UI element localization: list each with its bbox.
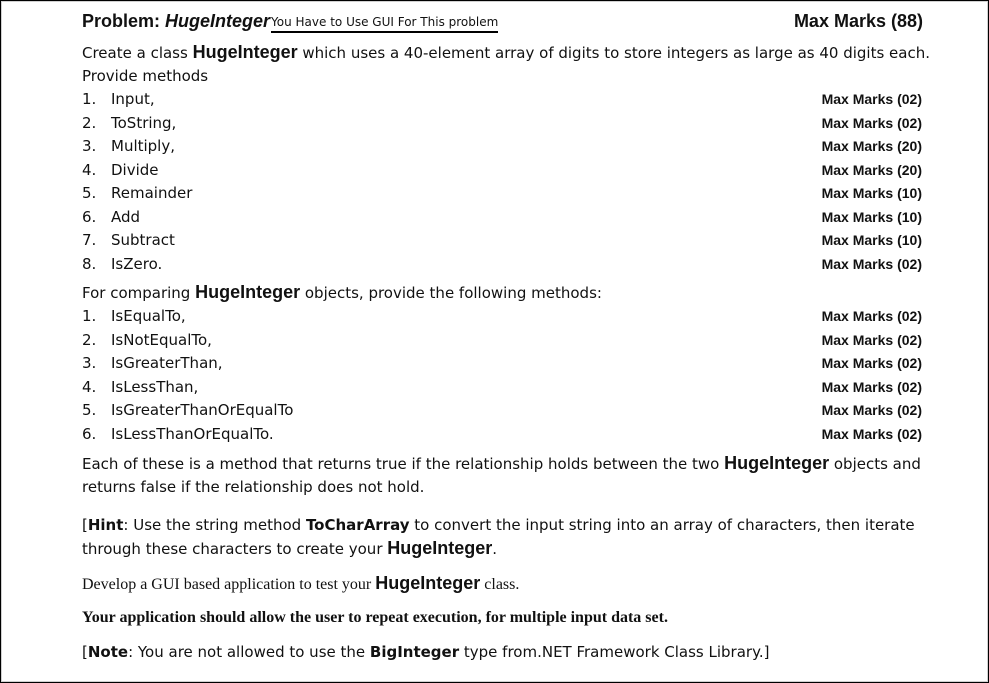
method-number: 8. — [82, 254, 97, 273]
hint-label: Hint — [87, 516, 124, 534]
method-item — [82, 253, 925, 277]
comparing-text-after: objects, provide the following methods: — [300, 284, 602, 302]
method-marks: Max Marks (02) — [821, 114, 922, 131]
gui-requirement-note: You Have to Use GUI For This problem — [271, 15, 498, 33]
note-bracket: [ — [82, 643, 88, 661]
method-number: 1. — [82, 307, 97, 325]
hint-bracket: [ — [82, 516, 88, 534]
note-text-after: type from.NET Framework Class Library.] — [459, 643, 770, 661]
method-marks: Max Marks (10) — [821, 208, 922, 225]
hint-method-name: ToCharArray — [305, 516, 410, 534]
method-item — [82, 229, 925, 253]
method-label: IsLessThanOrEqualTo. — [111, 424, 274, 443]
class-name: HugeInteger — [192, 42, 298, 62]
method-label: Add — [111, 207, 141, 226]
method-marks: Max Marks (02) — [821, 255, 922, 272]
method-label: Input, — [111, 90, 155, 108]
compare-method-item — [82, 305, 925, 329]
method-number: 7. — [82, 231, 97, 249]
method-number: 2. — [82, 113, 97, 132]
relationship-paragraph — [82, 452, 930, 499]
method-label: IsGreaterThanOrEqualTo — [111, 401, 294, 419]
method-label: IsNotEqualTo, — [111, 330, 212, 349]
method-number: 2. — [82, 330, 97, 349]
develop-line — [82, 572, 930, 596]
hint-paragraph — [82, 514, 930, 561]
method-label: ToString, — [111, 113, 177, 132]
class-name: HugeInteger — [387, 538, 493, 558]
compare-method-item — [82, 352, 925, 376]
note-label: Note — [87, 643, 129, 661]
method-item — [82, 159, 925, 183]
repeat-execution-line: Your application should allow the user to repeat execution, for multiple input data set. — [82, 609, 668, 626]
note-paragraph — [82, 641, 930, 664]
comparing-paragraph — [82, 281, 930, 305]
develop-text-after: class. — [480, 576, 520, 593]
comparing-text-before: For comparing — [82, 284, 196, 302]
method-item — [82, 206, 925, 230]
class-name: HugeInteger — [724, 453, 830, 473]
method-item — [82, 112, 925, 136]
method-marks: Max Marks (02) — [821, 378, 922, 395]
method-marks: Max Marks (02) — [821, 355, 922, 371]
method-marks: Max Marks (10) — [821, 185, 922, 201]
method-marks: Max Marks (02) — [821, 308, 922, 324]
total-max-marks: Max Marks (88) — [793, 11, 923, 31]
problem-label: Problem: — [82, 11, 166, 31]
method-marks: Max Marks (02) — [821, 91, 922, 107]
method-marks: Max Marks (02) — [821, 425, 922, 442]
method-item — [82, 88, 925, 112]
method-number: 5. — [82, 401, 97, 419]
method-label: IsGreaterThan, — [111, 354, 223, 372]
develop-text-before: Develop a GUI based application to test your — [82, 576, 376, 593]
method-label: Multiply, — [111, 137, 175, 155]
problem-title — [82, 11, 498, 32]
method-item — [82, 135, 925, 159]
problem-name: HugeInteger — [165, 11, 271, 31]
method-marks: Max Marks (20) — [821, 138, 922, 154]
note-type-name: BigInteger — [369, 643, 460, 661]
method-number: 4. — [82, 377, 97, 396]
method-label: Subtract — [111, 231, 175, 249]
method-label: Divide — [111, 160, 159, 179]
method-number: 3. — [82, 137, 97, 155]
hint-text-after: . — [492, 540, 498, 558]
relationship-text-before: Each of these is a method that returns true if the relationship holds between the two — [82, 455, 725, 473]
note-text-before: : You are not allowed to use the — [128, 643, 370, 661]
method-number: 4. — [82, 160, 97, 179]
compare-method-item — [82, 376, 925, 400]
methods-list — [82, 88, 925, 276]
method-item — [82, 182, 925, 206]
method-number: 6. — [82, 424, 97, 443]
method-label: IsEqualTo, — [111, 307, 186, 325]
method-marks: Max Marks (10) — [821, 232, 922, 248]
intro-paragraph — [82, 41, 930, 88]
method-number: 1. — [82, 90, 97, 108]
method-label: IsZero. — [111, 254, 163, 273]
method-marks: Max Marks (02) — [821, 402, 922, 418]
compare-method-item — [82, 399, 925, 423]
method-number: 5. — [82, 184, 97, 202]
method-marks: Max Marks (20) — [821, 161, 922, 178]
method-label: IsLessThan, — [111, 377, 199, 396]
method-number: 6. — [82, 207, 97, 226]
hint-text-middle: to convert the input string into an array of characters, then iterate through these characters to create your — [82, 516, 915, 558]
compare-method-item — [82, 423, 925, 447]
title-row — [82, 8, 925, 34]
method-number: 3. — [82, 354, 97, 372]
method-marks: Max Marks (02) — [821, 331, 922, 348]
class-name: HugeInteger — [195, 282, 301, 302]
intro-text-before: Create a class — [82, 44, 193, 62]
method-label: Remainder — [111, 184, 193, 202]
class-name: HugeInteger — [375, 573, 481, 593]
relationship-text-after: objects and returns false if the relationship does not hold. — [82, 455, 921, 496]
compare-methods-list — [82, 305, 925, 446]
intro-text-after: which uses a 40-element array of digits to store integers as large as 40 digits each. Provide methods — [82, 44, 930, 85]
compare-method-item — [82, 329, 925, 353]
hint-text-before: : Use the string method — [123, 516, 306, 534]
